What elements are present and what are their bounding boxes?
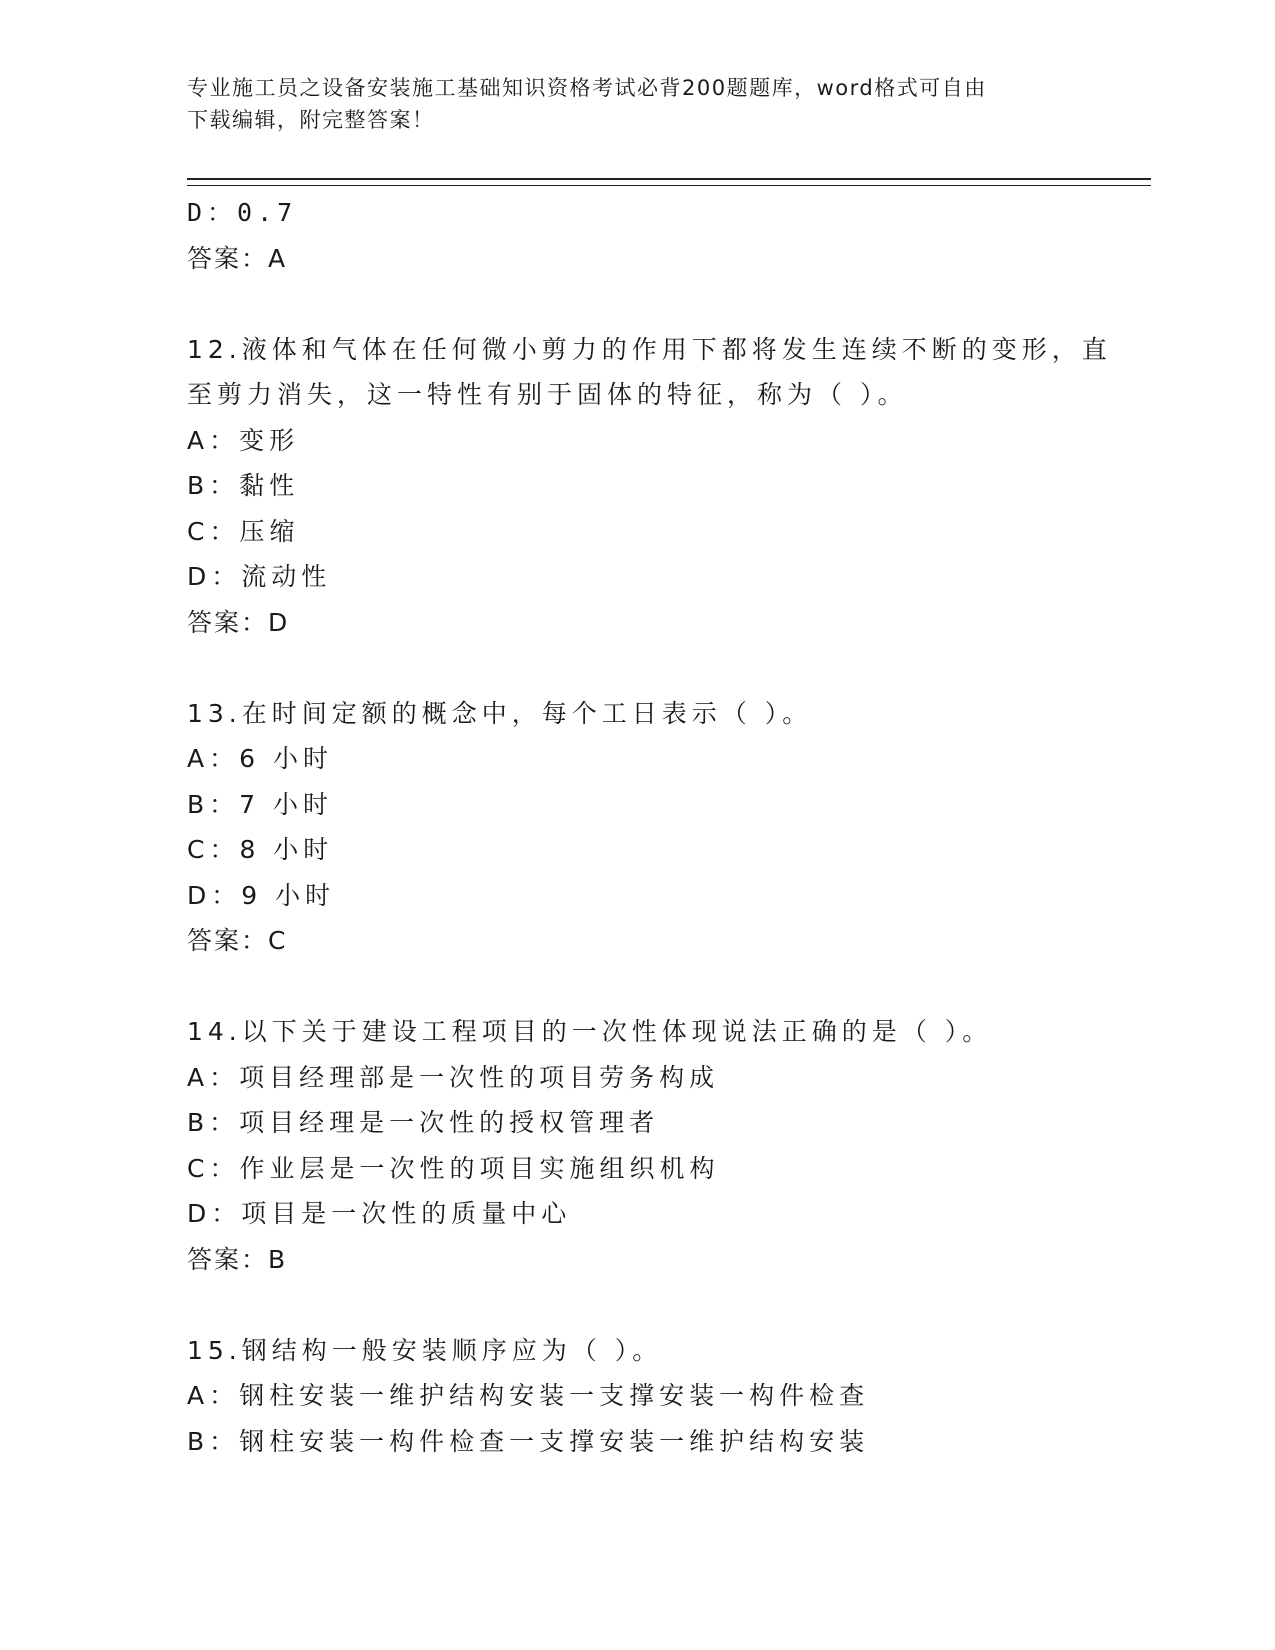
question-14 [187, 1009, 1087, 1282]
option-b: B：钢柱安装一构件检查一支撑安装一维护结构安装 [187, 1426, 870, 1456]
spacer [187, 281, 1087, 327]
question-13 [187, 691, 1087, 964]
question-stem: 13.在时间定额的概念中，每个工日表示（ ）。 [187, 698, 813, 728]
question-12 [187, 327, 1112, 646]
option-c: C：压缩 [187, 516, 300, 546]
option-a: A：6 小时 [187, 744, 333, 773]
question-list [187, 190, 1112, 1464]
header-title-line-1: 专业施工员之设备安装施工基础知识资格考试必背200题题库，word格式可自由 [187, 76, 987, 100]
option-a: A：项目经理部是一次性的项目劳务构成 [187, 1062, 720, 1092]
question-stem: 14.以下关于建设工程项目的一次性体现说法正确的是（ ）。 [187, 1017, 993, 1046]
question-stem-continued: 至剪力消失，这一特性有别于固体的特征，称为（ ）。 [187, 380, 908, 409]
spacer [187, 1282, 1087, 1328]
option-d: D：项目是一次性的质量中心 [187, 1199, 572, 1228]
header-divider [187, 178, 1151, 186]
answer-line: 答案：D [187, 607, 290, 637]
option-b: B：7 小时 [187, 789, 334, 819]
document-header [187, 72, 1087, 136]
question-stem: 15.钢结构一般安装顺序应为（ ）。 [187, 1335, 663, 1365]
option-c: C：作业层是一次性的项目实施组织机构 [187, 1153, 720, 1183]
option-b: B：黏性 [187, 471, 300, 500]
spacer [187, 964, 1087, 1010]
option-a: A：钢柱安装一维护结构安装一支撑安装一构件检查 [187, 1381, 870, 1410]
spacer [187, 645, 1087, 691]
answer-line: 答案：A [187, 243, 288, 273]
option-a: A：变形 [187, 425, 300, 455]
option-d: D：9 小时 [187, 880, 336, 910]
answer-line: 答案：B [187, 1244, 288, 1274]
header-title-line-2: 下载编辑，附完整答案！ [187, 108, 435, 132]
option-d: D：0.7 [187, 198, 298, 227]
question-15 [187, 1328, 1087, 1465]
answer-line: 答案：C [187, 926, 288, 955]
option-c: C：8 小时 [187, 835, 334, 864]
option-d: D：流动性 [187, 562, 332, 591]
option-b: B：项目经理是一次性的授权管理者 [187, 1108, 660, 1137]
question-stem: 12.液体和气体在任何微小剪力的作用下都将发生连续不断的变形，直 [187, 334, 1112, 364]
